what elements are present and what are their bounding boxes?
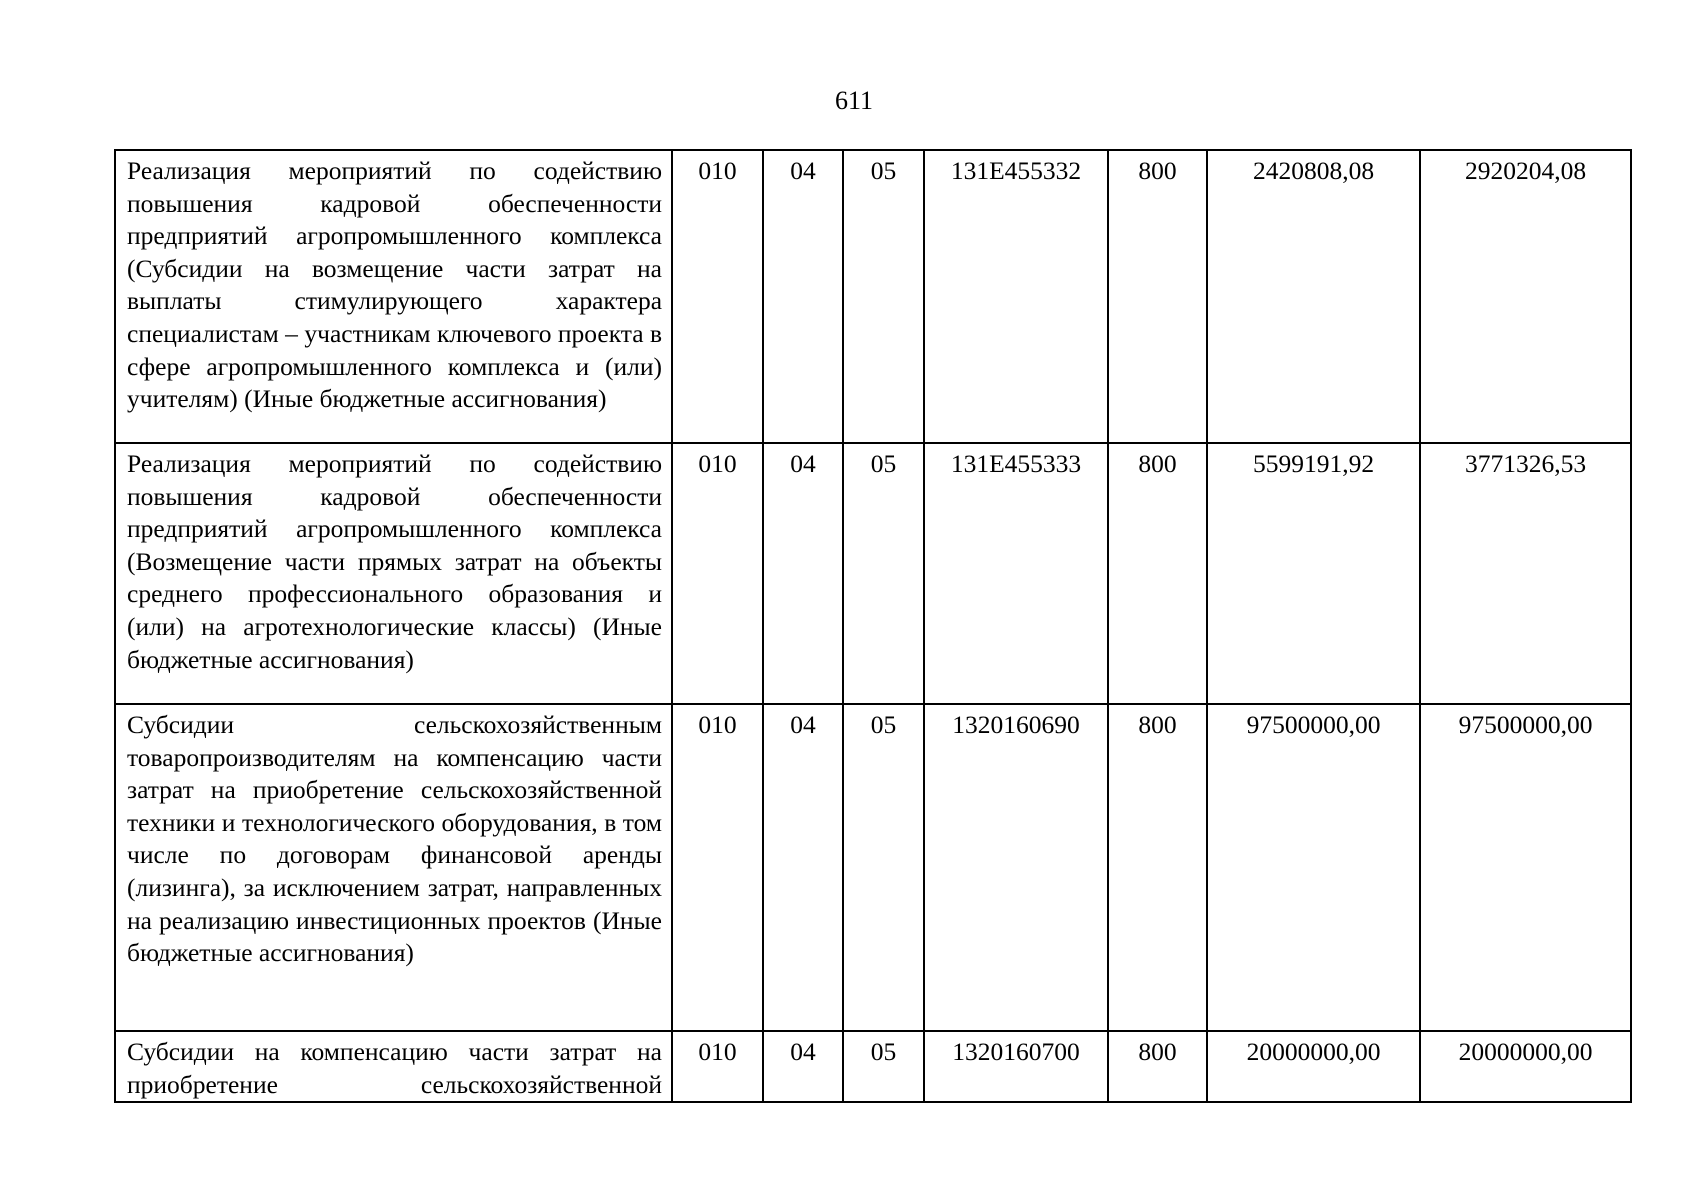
pr-cell: 05 xyxy=(843,1031,924,1102)
description-cell xyxy=(115,150,672,443)
pr-cell: 05 xyxy=(843,443,924,704)
description-text: бюджетные ассигнования) xyxy=(127,938,414,968)
table-row xyxy=(115,443,1631,704)
rz-cell: 04 xyxy=(763,150,843,443)
csr-cell: 1320160700 xyxy=(924,1031,1108,1102)
gr-cell: 010 xyxy=(672,443,763,704)
description-text: сельскохозяйственной техники и xyxy=(127,775,662,837)
gr-cell: 010 xyxy=(672,1031,763,1102)
description-text: Реализация мероприятий по содействию xyxy=(127,449,662,478)
rz-cell: 04 xyxy=(763,704,843,1031)
csr-cell: 131Е455333 xyxy=(924,443,1108,704)
vr-cell: 800 xyxy=(1108,704,1207,1031)
page-number: 611 xyxy=(834,86,874,115)
description-text: направленных на реализацию xyxy=(127,872,663,935)
description-text: характера специалистам – участникам xyxy=(127,286,663,348)
sum2-cell: 20000000,00 xyxy=(1420,1031,1631,1102)
description-text: технологического оборудования, в том xyxy=(241,807,662,837)
sum1-cell: 97500000,00 xyxy=(1207,704,1420,1031)
description-text: профессионального образования и (или) на xyxy=(127,579,663,641)
description-cell xyxy=(115,704,672,1031)
description-text: Реализация мероприятий по содействию xyxy=(127,156,662,185)
table-row xyxy=(115,704,1631,1031)
description-text: части затрат на приобретение xyxy=(127,742,662,805)
description-text: числе по договорам финансовой аренды xyxy=(127,840,662,870)
gr-cell: 010 xyxy=(672,704,763,1031)
description-cell xyxy=(115,443,672,704)
pr-cell: 05 xyxy=(843,150,924,443)
table-row xyxy=(115,1031,1631,1102)
csr-cell: 1320160690 xyxy=(924,704,1108,1031)
description-text: повышения кадровой обеспеченности xyxy=(127,188,662,218)
budget-table xyxy=(114,149,1632,1103)
description-text: Субсидии сельскохозяйственным xyxy=(127,710,662,739)
description-cell xyxy=(115,1031,672,1102)
description-text: на приобретение сельскохозяйственной xyxy=(127,1037,662,1099)
description-text: инвестиционных проектов (Иные xyxy=(296,905,662,935)
table-row xyxy=(115,150,1631,443)
sum1-cell: 5599191,92 xyxy=(1207,443,1420,704)
sum2-cell: 97500000,00 xyxy=(1420,704,1631,1031)
description-text: затрат на объекты среднего xyxy=(127,546,662,609)
description-text: Субсидии на компенсацию части затрат xyxy=(127,1037,617,1066)
description-text: учителям) (Иные бюджетные ассигнования) xyxy=(127,384,607,414)
description-text: предприятий агропромышленного xyxy=(127,514,522,544)
vr-cell: 800 xyxy=(1108,1031,1207,1102)
vr-cell: 800 xyxy=(1108,150,1207,443)
vr-cell: 800 xyxy=(1108,443,1207,704)
pr-cell: 05 xyxy=(843,704,924,1031)
sum1-cell: 2420808,08 xyxy=(1207,150,1420,443)
description-text: комплекса (Субсидии на возмещение части xyxy=(127,221,662,283)
description-text: повышения кадровой обеспеченности xyxy=(127,481,662,511)
description-text: (лизинга), за исключением затрат, xyxy=(127,872,499,902)
sum1-cell: 20000000,00 xyxy=(1207,1031,1420,1102)
description-text: комплекса (Возмещение части прямых xyxy=(127,514,662,576)
description-text: агропромышленного комплекса и (или) xyxy=(206,351,662,381)
description-text: ключевого проекта в сфере xyxy=(127,318,663,381)
description-text: бюджетные ассигнования) xyxy=(127,644,414,674)
sum2-cell: 3771326,53 xyxy=(1420,443,1631,704)
csr-cell: 131Е455332 xyxy=(924,150,1108,443)
sum2-cell: 2920204,08 xyxy=(1420,150,1631,443)
description-text: товаропроизводителям на компенсацию xyxy=(127,742,584,772)
description-text: предприятий агропромышленного xyxy=(127,221,522,251)
rz-cell: 04 xyxy=(763,1031,843,1102)
gr-cell: 010 xyxy=(672,150,763,443)
rz-cell: 04 xyxy=(763,443,843,704)
description-text: агротехнологические классы) (Иные xyxy=(243,611,663,641)
description-text: затрат на выплаты стимулирующего xyxy=(127,253,662,316)
